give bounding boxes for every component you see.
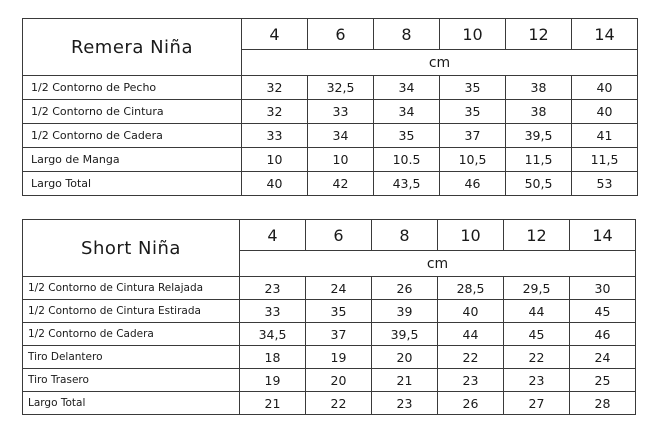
measurement-label: 1/2 Contorno de Cadera [23, 124, 242, 148]
size-header: 6 [306, 220, 372, 251]
measurement-value: 20 [306, 369, 372, 392]
measurement-value: 42 [308, 172, 374, 196]
measurement-value: 32 [242, 76, 308, 100]
measurement-value: 40 [438, 300, 504, 323]
measurement-value: 26 [372, 277, 438, 300]
measurement-value: 39,5 [506, 124, 572, 148]
measurement-value: 38 [506, 100, 572, 124]
measurement-value: 32 [242, 100, 308, 124]
measurement-value: 11,5 [572, 148, 638, 172]
measurement-value: 26 [438, 392, 504, 415]
measurement-label: Largo Total [23, 392, 240, 415]
size-header: 10 [438, 220, 504, 251]
measurement-label: 1/2 Contorno de Cintura Relajada [23, 277, 240, 300]
table-row [23, 392, 636, 415]
measurement-value: 23 [240, 277, 306, 300]
measurement-value: 10 [242, 148, 308, 172]
measurement-value: 41 [572, 124, 638, 148]
measurement-value: 35 [374, 124, 440, 148]
table-row [23, 76, 638, 100]
measurement-value: 10,5 [440, 148, 506, 172]
measurement-value: 24 [570, 346, 636, 369]
measurement-value: 23 [504, 369, 570, 392]
size-header: 14 [572, 19, 638, 50]
measurement-label: Largo Total [23, 172, 242, 196]
remera-table-title: Remera Niña [23, 19, 242, 76]
measurement-value: 19 [306, 346, 372, 369]
measurement-value: 35 [440, 100, 506, 124]
measurement-value: 30 [570, 277, 636, 300]
measurement-value: 22 [306, 392, 372, 415]
measurement-value: 34 [374, 100, 440, 124]
unit-label: cm [240, 251, 636, 277]
measurement-value: 24 [306, 277, 372, 300]
size-header: 6 [308, 19, 374, 50]
measurement-value: 35 [440, 76, 506, 100]
measurement-value: 46 [440, 172, 506, 196]
measurement-value: 19 [240, 369, 306, 392]
measurement-value: 53 [572, 172, 638, 196]
measurement-value: 11,5 [506, 148, 572, 172]
size-header: 4 [240, 220, 306, 251]
measurement-value: 10 [308, 148, 374, 172]
measurement-label: 1/2 Contorno de Cintura [23, 100, 242, 124]
measurement-value: 33 [308, 100, 374, 124]
size-header: 14 [570, 220, 636, 251]
measurement-value: 33 [240, 300, 306, 323]
measurement-value: 37 [440, 124, 506, 148]
measurement-value: 22 [438, 346, 504, 369]
measurement-value: 40 [242, 172, 308, 196]
size-header: 12 [506, 19, 572, 50]
size-header: 4 [242, 19, 308, 50]
table-row [23, 346, 636, 369]
measurement-value: 25 [570, 369, 636, 392]
measurement-value: 35 [306, 300, 372, 323]
size-header: 10 [440, 19, 506, 50]
measurement-value: 29,5 [504, 277, 570, 300]
measurement-value: 27 [504, 392, 570, 415]
measurement-value: 23 [438, 369, 504, 392]
measurement-value: 39 [372, 300, 438, 323]
measurement-value: 43,5 [374, 172, 440, 196]
measurement-value: 34 [374, 76, 440, 100]
unit-label: cm [242, 50, 638, 76]
measurement-value: 44 [438, 323, 504, 346]
measurement-label: Tiro Delantero [23, 346, 240, 369]
measurement-value: 40 [572, 76, 638, 100]
measurement-value: 18 [240, 346, 306, 369]
measurement-value: 23 [372, 392, 438, 415]
table-row [23, 172, 638, 196]
measurement-label: 1/2 Contorno de Cintura Estirada [23, 300, 240, 323]
short-size-table [22, 219, 636, 415]
measurement-label: 1/2 Contorno de Pecho [23, 76, 242, 100]
measurement-value: 20 [372, 346, 438, 369]
measurement-value: 45 [570, 300, 636, 323]
measurement-value: 28,5 [438, 277, 504, 300]
measurement-label: 1/2 Contorno de Cadera [23, 323, 240, 346]
table-row [23, 300, 636, 323]
measurement-value: 34,5 [240, 323, 306, 346]
table-row [23, 323, 636, 346]
table-row [23, 124, 638, 148]
table-row [23, 148, 638, 172]
measurement-value: 38 [506, 76, 572, 100]
size-header: 12 [504, 220, 570, 251]
measurement-value: 21 [372, 369, 438, 392]
table-row [23, 369, 636, 392]
measurement-label: Largo de Manga [23, 148, 242, 172]
measurement-value: 46 [570, 323, 636, 346]
table-row [23, 277, 636, 300]
measurement-value: 10.5 [374, 148, 440, 172]
size-header: 8 [372, 220, 438, 251]
short-table-title: Short Niña [23, 220, 240, 277]
measurement-value: 33 [242, 124, 308, 148]
table-row [23, 100, 638, 124]
measurement-value: 45 [504, 323, 570, 346]
measurement-value: 44 [504, 300, 570, 323]
measurement-value: 28 [570, 392, 636, 415]
measurement-label: Tiro Trasero [23, 369, 240, 392]
measurement-value: 40 [572, 100, 638, 124]
measurement-value: 39,5 [372, 323, 438, 346]
remera-size-table [22, 18, 638, 196]
size-header: 8 [374, 19, 440, 50]
measurement-value: 34 [308, 124, 374, 148]
measurement-value: 32,5 [308, 76, 374, 100]
measurement-value: 22 [504, 346, 570, 369]
measurement-value: 50,5 [506, 172, 572, 196]
measurement-value: 21 [240, 392, 306, 415]
measurement-value: 37 [306, 323, 372, 346]
